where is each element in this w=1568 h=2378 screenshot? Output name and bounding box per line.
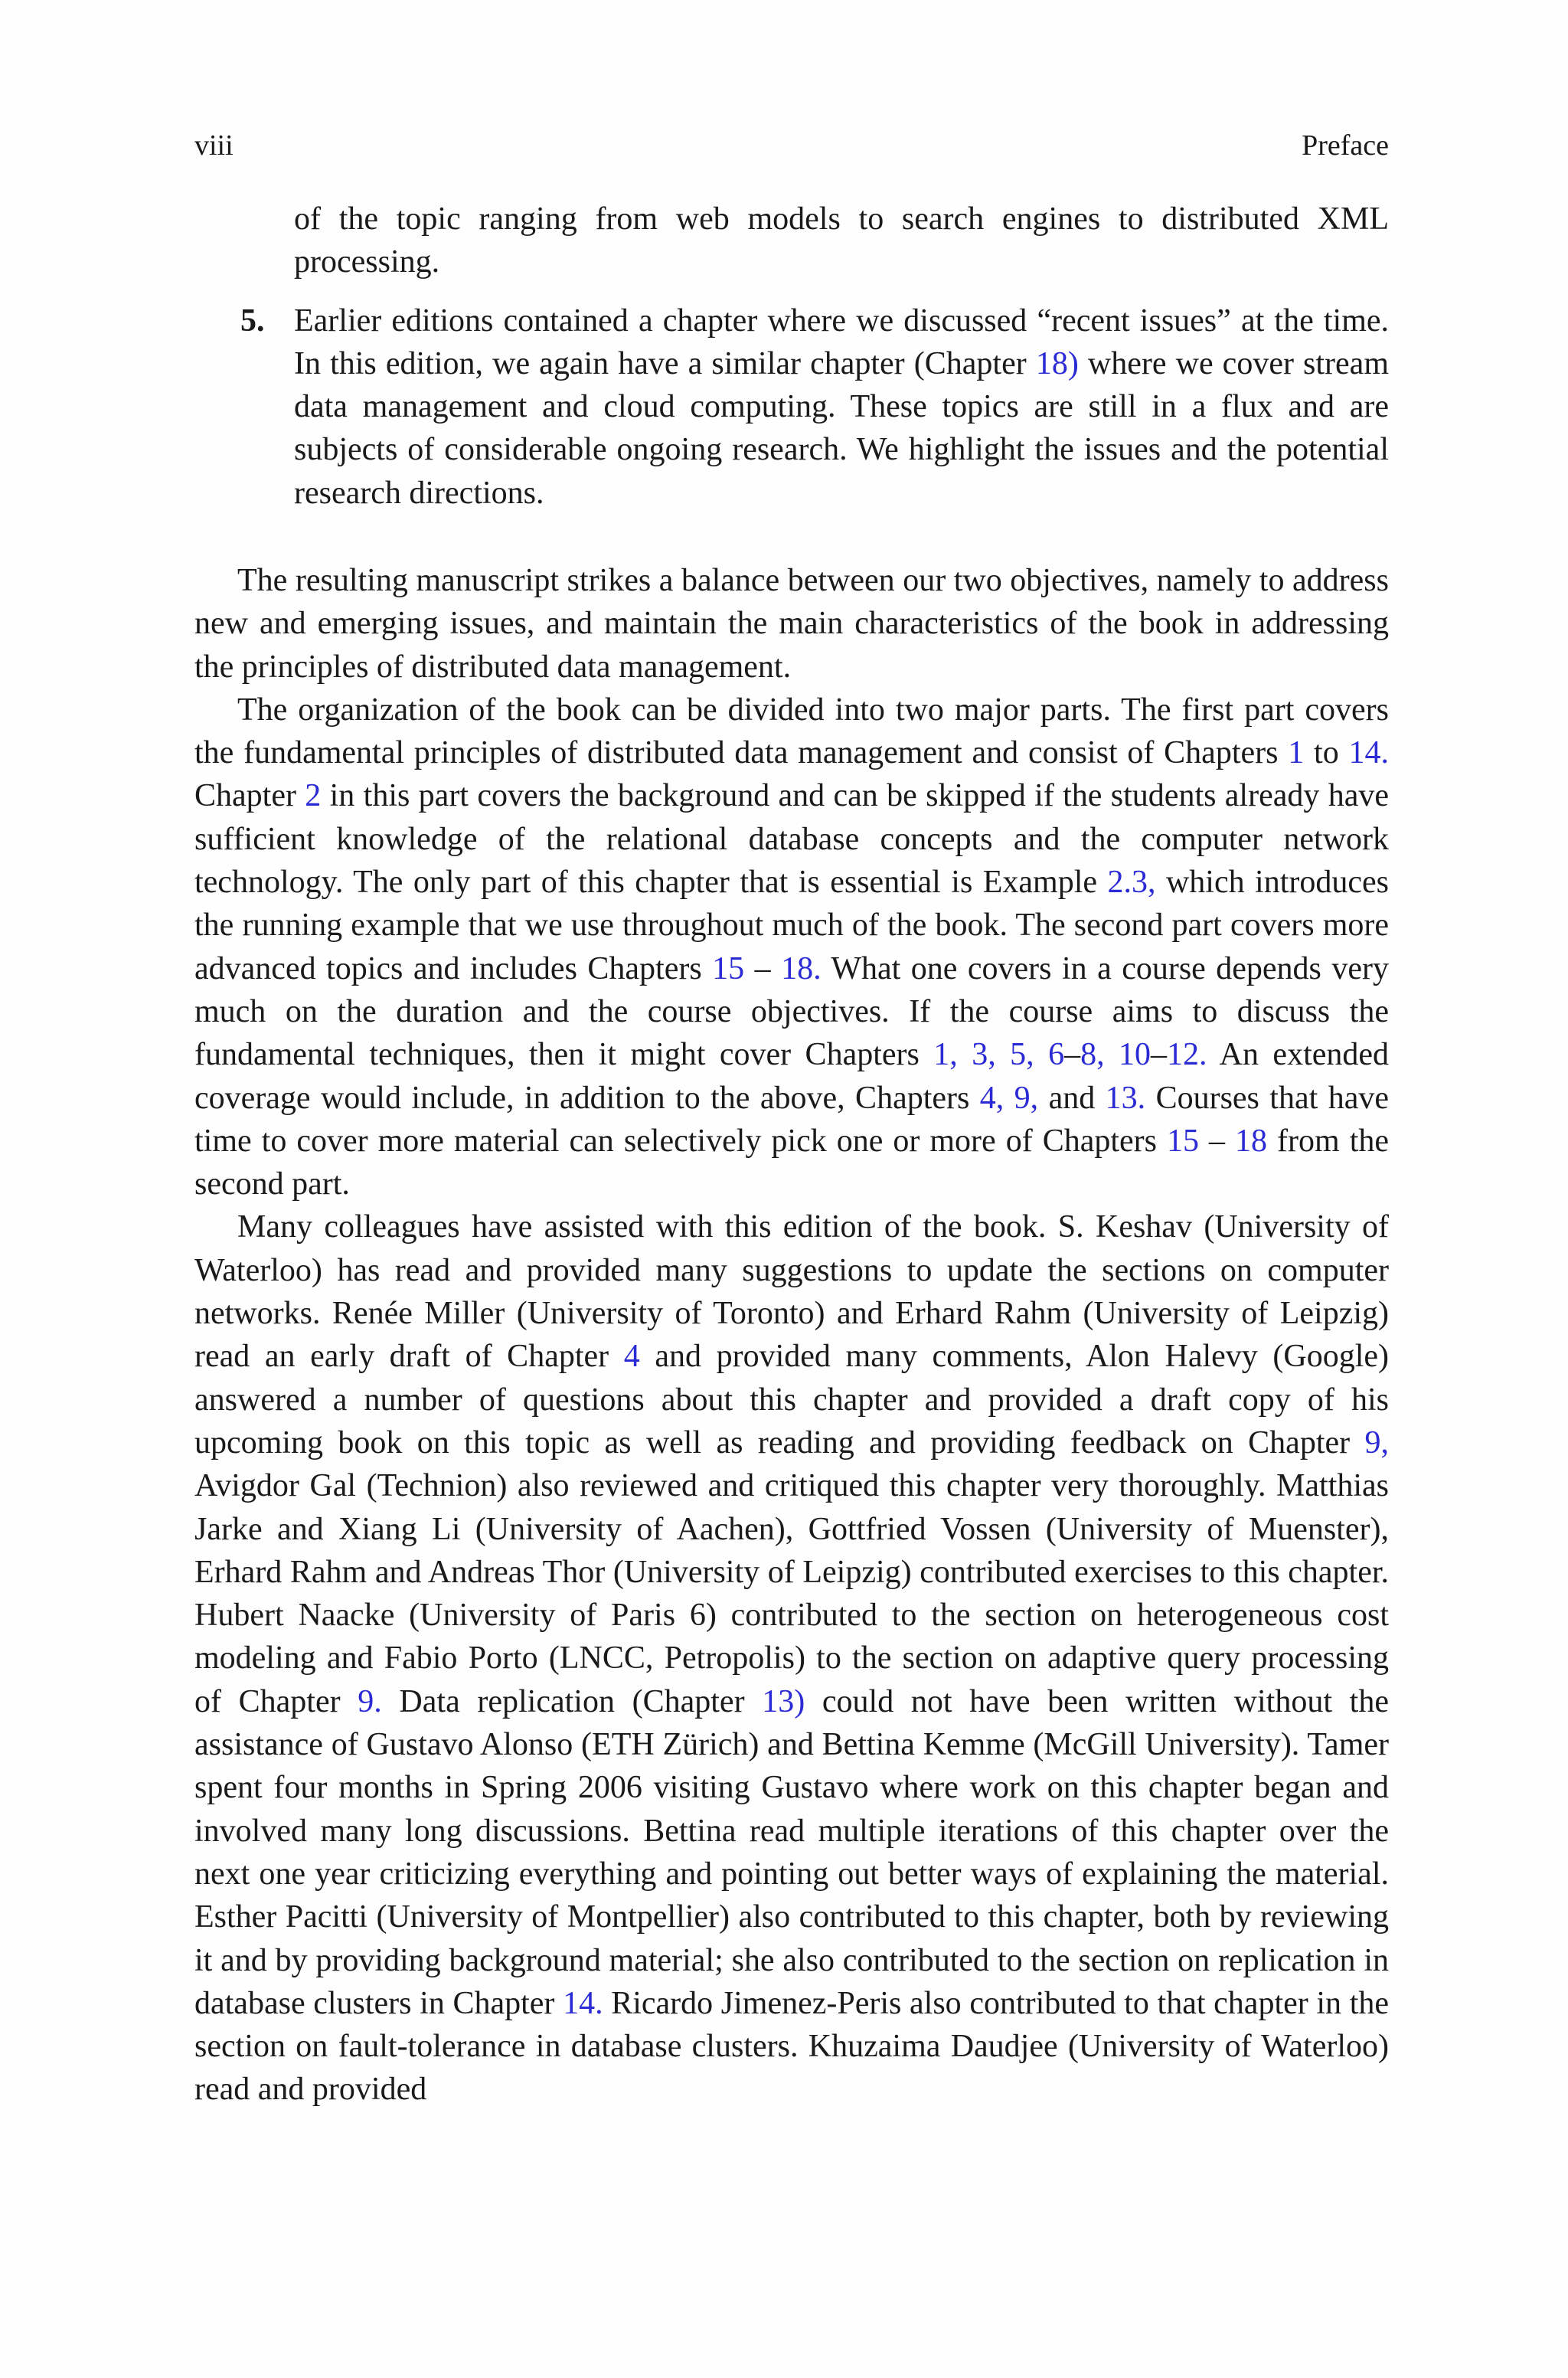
list-item-text: where we cover stream data management and cloud computing. These topics are still in a flux and are subjects of considerable ongoing research. We highlight the issues and the potential research directions.: [294, 345, 1389, 511]
text-run: Chapter: [194, 778, 305, 814]
text-run: What one covers in a course depends very much on the duration and the course objectives. If the course aims to discuss the fundamental techniques, then it might cover Chapters: [194, 950, 1390, 1073]
chapter-link[interactable]: 13): [762, 1683, 805, 1719]
text-run: –: [1064, 1037, 1081, 1073]
chapter-link[interactable]: 18: [1235, 1123, 1268, 1159]
chapter-link[interactable]: 18): [1035, 345, 1079, 381]
example-link[interactable]: 2.3,: [1107, 865, 1156, 901]
chapter-link[interactable]: 15: [712, 950, 745, 986]
paragraph-acknowledgements: [194, 1205, 1389, 2111]
chapter-link[interactable]: 9.: [358, 1683, 382, 1719]
chapter-link[interactable]: 1, 3, 5, 6: [933, 1037, 1065, 1073]
chapter-link[interactable]: 4: [623, 1339, 640, 1375]
text-run: –: [1199, 1123, 1236, 1159]
chapter-link[interactable]: 13.: [1105, 1080, 1146, 1116]
section-title: Preface: [1302, 129, 1389, 162]
list-item-5: [240, 299, 1389, 515]
text-run: from the second part.: [194, 1123, 1390, 1202]
text-run: and provided many comments, Alon Halevy (Google) answered a number of questions about this chapter and provided a draft copy of his upcoming book on this topic as well as reading and providing feedback on Chapter: [194, 1339, 1389, 1460]
page-number: viii: [194, 129, 234, 162]
chapter-link[interactable]: 1: [1288, 735, 1305, 771]
chapter-link[interactable]: 8, 10: [1080, 1037, 1152, 1073]
chapter-link[interactable]: 12.: [1167, 1037, 1207, 1073]
body-text: [194, 559, 1389, 2111]
text-run: An extended coverage would include, in addition to the above, Chapters: [194, 1037, 1390, 1116]
chapter-link[interactable]: 14.: [563, 1985, 603, 2021]
numbered-list: [194, 198, 1389, 515]
text-run: could not have been written without the assistance of Gustavo Alonso (ETH Zürich) and Bettina Kemme (McGill University). Tamer spent four months in Spring 2006 visiting Gustavo where work on this chapter began and involved many long discussions. Bettina read multiple iterations of this chapter over the next one year criticizing everything and pointing out better ways of explaining the material. Esther Pacitti (University of Montpellier) also contributed to this chapter, both by reviewing it and by providing background material; she also contributed to the section on replication in database clusters in Chapter: [194, 1683, 1389, 2021]
list-item-text: Earlier editions contained a chapter where we discussed “recent issues” at the time. In this edition, we again have a similar chapter (Chapter: [294, 303, 1389, 381]
text-run: which introduces the running example that we use throughout much of the book. The second part covers more advanced topics and includes Chapters: [194, 865, 1389, 986]
text-run: Avigdor Gal (Technion) also reviewed and critiqued this chapter very thoroughly. Matthias Jarke and Xiang Li (University of Aachen), Gottfried Vossen (University of Muenster), Erhard Rahm and Andreas Thor (University of Leipzig) contributed exercises to this chapter. Hubert Naacke (University of Paris 6) contributed to the section on heterogeneous cost modeling and Fabio Porto (LNCC, Petropolis) to the section on adaptive query processing of Chapter: [194, 1468, 1389, 1719]
list-item-number: 5.: [240, 303, 265, 339]
running-header: [194, 123, 1389, 168]
chapter-link[interactable]: 2: [305, 778, 322, 814]
chapter-link[interactable]: 14.: [1348, 735, 1390, 771]
text-run: in this part covers the background and can be skipped if the students already have sufficient knowledge of the relational database concepts and the computer network technology. The only part of this chapter that is essential is Example: [194, 778, 1390, 901]
chapter-link[interactable]: 4, 9,: [979, 1080, 1039, 1116]
text-run: Courses that have time to cover more material can selectively pick one or more of Chapters: [194, 1080, 1389, 1159]
text-run: –: [744, 950, 782, 986]
text-run: Ricardo Jimenez-Peris also contributed to that chapter in the section on fault-tolerance in database clusters. Khuzaima Daudjee (University of Waterloo) read and provided: [194, 1985, 1390, 2108]
list-item-continuation: of the topic ranging from web models to search engines to distributed XML processing.: [294, 201, 1389, 280]
text-run: –: [1151, 1037, 1168, 1073]
text-run: Data replication (Chapter: [381, 1683, 763, 1719]
text-run: The organization of the book can be divided into two major parts. The first part covers the fundamental principles of distributed data management and consist of Chapters: [194, 692, 1389, 771]
chapter-link[interactable]: 15: [1167, 1123, 1200, 1159]
text-run: Many colleagues have assisted with this edition of the book. S. Keshav (University of Waterloo) has read and provided many suggestions to update the sections on computer networks. Renée Miller (University of Toronto) and Erhard Rahm (University of Leipzig) read an early draft of Chapter: [194, 1209, 1389, 1375]
chapter-link[interactable]: 9,: [1364, 1425, 1389, 1460]
chapter-link[interactable]: 18.: [781, 950, 822, 986]
text-run: to: [1304, 735, 1349, 771]
paragraph-summary: The resulting manuscript strikes a balance between our two objectives, namely to address new and emerging issues, and maintain the main characteristics of the book in addressing the principles of distributed data management.: [194, 563, 1389, 685]
paragraph-organization: [194, 689, 1389, 1206]
text-run: and: [1038, 1080, 1106, 1116]
